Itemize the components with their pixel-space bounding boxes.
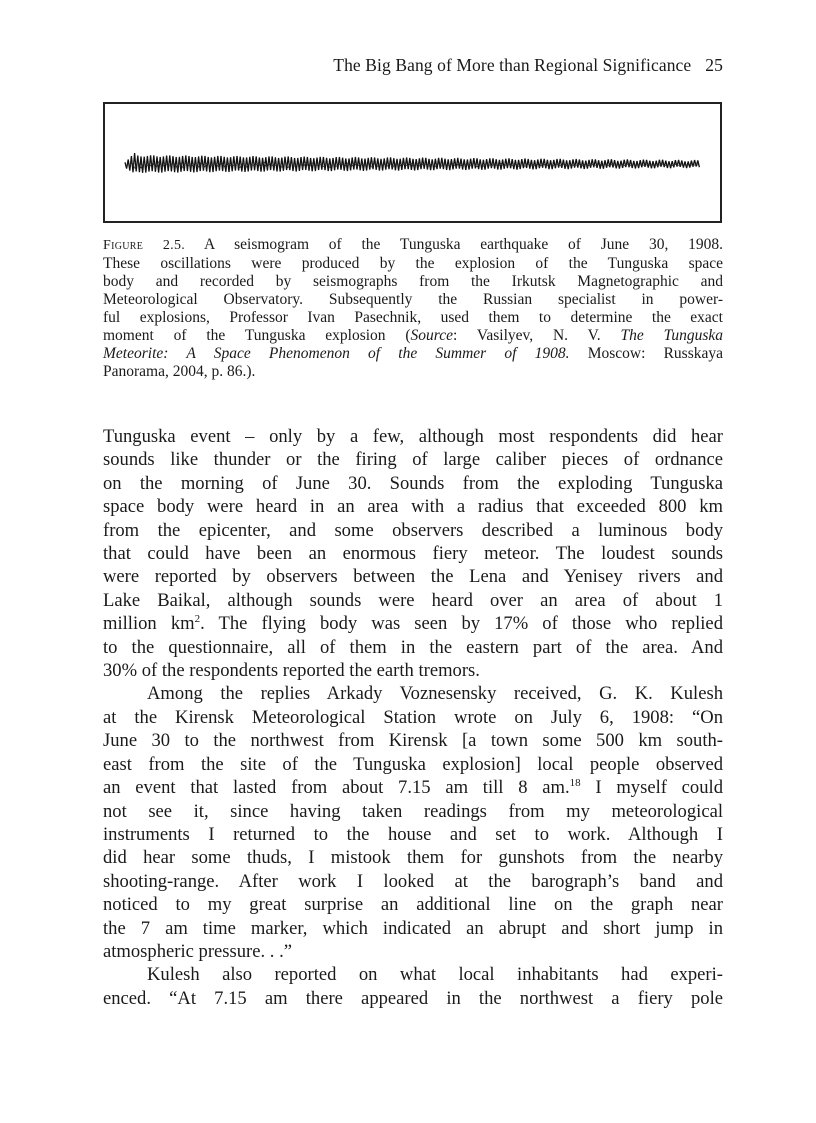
body-line: an event that lasted from about 7.15 am till 8 am.$^{18}$ I myself could xyxy=(103,777,723,799)
body-line: shooting-range. After work I looked at the barograph’s band and xyxy=(103,870,723,892)
running-head xyxy=(333,55,723,76)
body-line: Lake Baikal, although sounds were heard over an area of about 1 xyxy=(103,589,723,611)
body-line: not see it, since having taken readings from my meteorological xyxy=(103,800,723,822)
body-line: instruments I returned to the house and set to work. Although I xyxy=(103,823,723,845)
body-line: 30% of the respondents reported the earth tremors. xyxy=(103,660,480,682)
body-line: June 30 to the northwest from Kirensk [a town some 500 km south- xyxy=(103,730,723,752)
running-title: The Big Bang of More than Regional Significance xyxy=(333,55,692,75)
seismogram-trace xyxy=(105,104,720,221)
body-line: on the morning of June 30. Sounds from the exploding Tunguska xyxy=(103,472,723,494)
body-line: to the questionnaire, all of them in the eastern part of the area. And xyxy=(103,636,723,658)
page-number: 25 xyxy=(705,55,723,75)
body-line: Among the replies Arkady Voznesensky received, G. K. Kulesh xyxy=(147,683,723,705)
body-line: at the Kirensk Meteorological Station wrote on July 6, 1908: “On xyxy=(103,706,723,728)
body-line: sounds like thunder or the firing of large caliber pieces of ordnance xyxy=(103,449,723,471)
figure-caption: Figure 2.5. A seismogram of the Tunguska earthquake of June 30, 1908. These oscillations were produced by the explosion of the Tunguska space body and recorded by seismographs from the Irkutsk Magnetographic and Meteorological Observatory. Subsequently the Russian specialist in power- ful explosions, Professor Ivan Pasechnik, used them to determine the exact moment of the Tunguska explosion (Source: Vasilyev, N. V. The Tunguska Meteorite: A Space Phenomenon of the Summer of 1908. Moscow: Russkaya Panorama, 2004, p. 86.). xyxy=(103,236,723,380)
body-line: Kulesh also reported on what local inhabitants had experi- xyxy=(147,964,723,986)
body-line: atmospheric pressure. . .” xyxy=(103,940,292,962)
body-text xyxy=(103,425,723,1010)
footnote-ref: 18 xyxy=(569,777,581,790)
body-line: the 7 am time marker, which indicated an abrupt and short jump in xyxy=(103,917,723,939)
seismogram-figure xyxy=(103,102,722,223)
body-line: Tunguska event – only by a few, although most respondents did hear xyxy=(103,426,723,447)
body-line: noticed to my great surprise an additional line on the graph near xyxy=(103,894,723,916)
body-line: did hear some thuds, I mistook them for gunshots from the nearby xyxy=(103,847,723,869)
body-line: from the epicenter, and some observers described a luminous body xyxy=(103,519,723,541)
body-line: east from the site of the Tunguska explosion] local people observed xyxy=(103,753,723,775)
seismogram-oscillation xyxy=(125,153,699,173)
superscript: 2 xyxy=(194,613,201,626)
body-line: enced. “At 7.15 am there appeared in the northwest a fiery pole xyxy=(103,987,723,1009)
body-line: were reported by observers between the Lena and Yenisey rivers and xyxy=(103,566,723,588)
caption-label: Figure 2.5. xyxy=(103,238,186,253)
body-line: space body were heard in an area with a radius that exceeded 800 km xyxy=(103,496,723,518)
body-line: that could have been an enormous fiery meteor. The loudest sounds xyxy=(103,543,723,565)
body-line: million $km^2$. The flying body was seen by 17% of those who replied xyxy=(103,613,723,635)
